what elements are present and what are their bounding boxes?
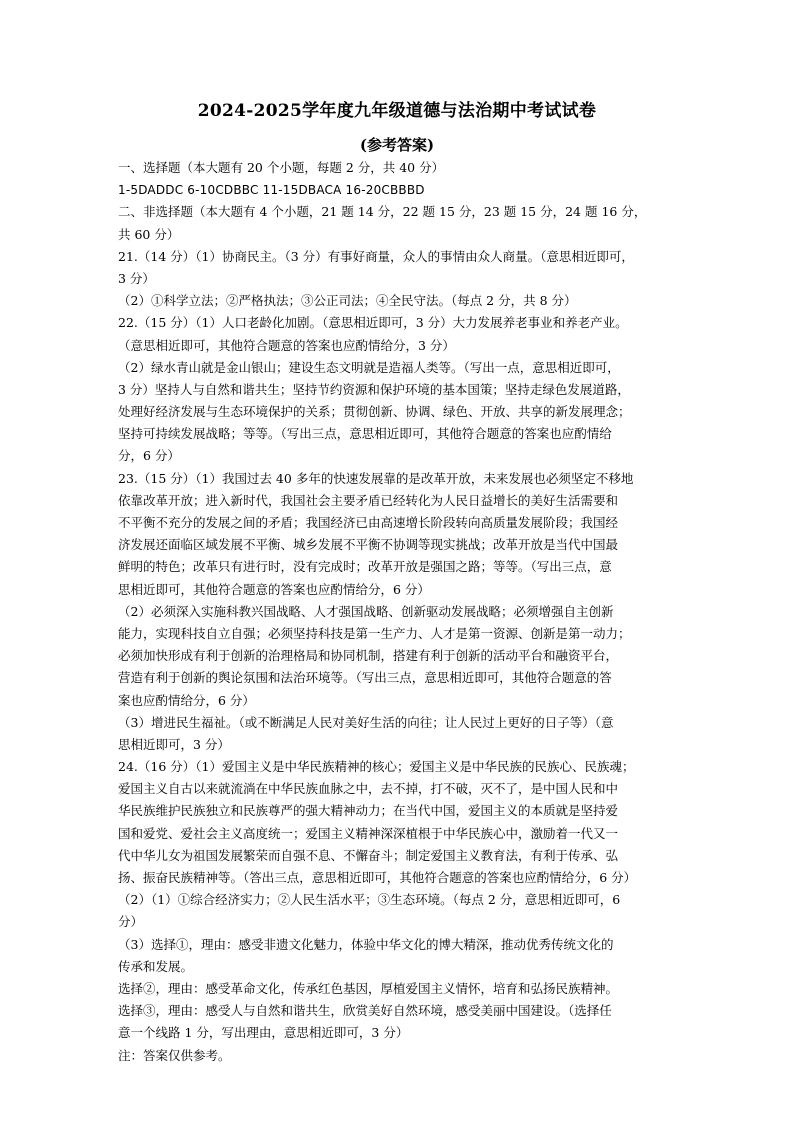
- text-line: 思相近即可，3 分）: [118, 736, 230, 752]
- text-line: 选择②，理由：感受革命文化，传承红色基因，厚植爱国主义情怀，培育和弘扬民族精神。: [118, 980, 619, 996]
- text-line: 思相近即可，其他符合题意的答案也应酌情给分，6 分）: [118, 581, 430, 597]
- text-line: （2）①科学立法；②严格执法；③公正司法；④全民守法。（每点 2 分，共 8 分）: [118, 293, 577, 309]
- text-line: 处理好经济发展与生态环境保护的关系；贯彻创新、协调、绿色、开放、共享的新发展理念；: [118, 404, 631, 420]
- text-line: （2）必须深入实施科教兴国战略、人才强国战略、创新驱动发展战略；必须增强自主创新: [118, 603, 614, 619]
- text-line: 扬、振奋民族精神等。（答出三点，意思相近即可，其他符合题意的答案也应酌情给分，6 分）: [118, 870, 637, 885]
- text-line: 3 分）: [118, 270, 155, 286]
- text-line: 代中华儿女为祖国发展繁荣而自强不息、不懈奋斗；制定爱国主义教育法，有利于传承、弘: [118, 847, 619, 863]
- text-line: 不平衡不充分的发展之间的矛盾；我国经济已由高速增长阶段转向高质量发展阶段；我国经: [118, 515, 619, 530]
- text-line: 华民族维护民族独立和民族尊严的强大精神动力；在当代中国，爱国主义的本质就是坚持爱: [118, 803, 619, 819]
- text-line: 济发展还面临区域发展不平衡、城乡发展不平衡不协调等现实挑战；改革开放是当代中国最: [118, 537, 619, 553]
- section-heading: 一、选择题（本大题有 20 个小题，每题 2 分，共 40 分）: [118, 160, 445, 175]
- note-line: 注：答案仅供参考。: [118, 1047, 231, 1063]
- text-line: 分）: [118, 914, 144, 930]
- page-subtitle: (参考答案): [359, 136, 435, 154]
- text-line: 案也应酌情给分，6 分）: [118, 692, 255, 708]
- choice-answers: 1-5DADDC 6-10CDBBC 11-15DBACA 16-20CBBBD: [118, 183, 425, 198]
- text-line: 分，6 分）: [118, 448, 180, 464]
- text-line: 选择③，理由：感受人与自然和谐共生，欣赏美好自然环境，感受美丽中国建设。（选择任: [118, 1003, 612, 1019]
- text-line: 意一个线路 1 分，写出理由，意思相近即可，3 分）: [118, 1025, 409, 1041]
- question-24: 24.（16 分）（1）爱国主义是中华民族精神的核心；爱国主义是中华民族的民族心、民族魂；: [118, 759, 635, 775]
- text-line: 坚持可持续发展战略；等等。（写出三点，意思相近即可，其他符合题意的答案也应酌情给: [118, 426, 612, 442]
- text-line: 传承和发展。: [118, 958, 194, 974]
- text-line: 爱国主义自古以来就流淌在中华民族血脉之中，去不掉，打不破，灭不了，是中国人民和中: [118, 781, 619, 797]
- text-line: （3）增进民生福祉。（或不断满足人民对美好生活的向往；让人民过上更好的日子等）（意: [118, 714, 614, 730]
- text-line: （意思相近即可，其他符合题意的答案也应酌情给分，3 分）: [118, 337, 455, 353]
- section-heading: 二、非选择题（本大题有 4 个小题，21 题 14 分，22 题 15 分，23 题 15 分，24 题 16 分，: [118, 204, 647, 220]
- text-line: （3）选择①，理由：感受非遗文化魅力，体验中华文化的博大精深，推动优秀传统文化的: [118, 936, 614, 952]
- text-line: （2）（1）①综合经济实力；②人民生活水平；③生态环境。（每点 2 分，意思相近即可，6: [118, 892, 621, 908]
- text-line: （2）绿水青山就是金山银山；建设生态文明就是造福人类等。（写出一点，意思相近即可，: [118, 359, 620, 375]
- question-22: 22.（15 分）（1）人口老龄化加剧。（意思相近即可，3 分）大力发展养老事业和养老产业。: [118, 315, 628, 331]
- page-title: 2024-2025学年度九年级道德与法治期中考试试卷: [197, 101, 597, 121]
- question-21: 21.（14 分）（1）协商民主。（3 分）有事好商量，众人的事情由众人商量。（意思相近即可，: [118, 248, 634, 264]
- text-line: 3 分）坚持人与自然和谐共生；坚持节约资源和保护环境的基本国策；坚持走绿色发展道路，: [118, 381, 630, 397]
- text-line: 营造有利于创新的舆论氛围和法治环境等。（写出三点，意思相近即可，其他符合题意的答: [118, 670, 612, 686]
- question-23: 23.（15 分）（1）我国过去 40 多年的快速发展靠的是改革开放，未来发展也必须坚定不移地: [118, 470, 634, 486]
- text-line: 依靠改革开放；进入新时代，我国社会主要矛盾已经转化为人民日益增长的美好生活需要和: [118, 492, 619, 508]
- text-line: 能力，实现科技自立自强；必须坚持科技是第一生产力、人才是第一资源、创新是第一动力；: [118, 625, 631, 641]
- answer-body: [118, 157, 698, 1067]
- text-line: 共 60 分）: [118, 226, 180, 242]
- text-line: 鲜明的特色；改革只有进行时，没有完成时；改革开放是强国之路；等等。（写出三点，意: [118, 559, 612, 575]
- text-line: 国和爱党、爱社会主义高度统一；爱国主义精神深深植根于中华民族心中，激励着一代又一: [118, 825, 619, 841]
- text-line: 必须加快形成有利于创新的治理格局和协同机制，搭建有利于创新的活动平台和融资平台，: [118, 648, 619, 664]
